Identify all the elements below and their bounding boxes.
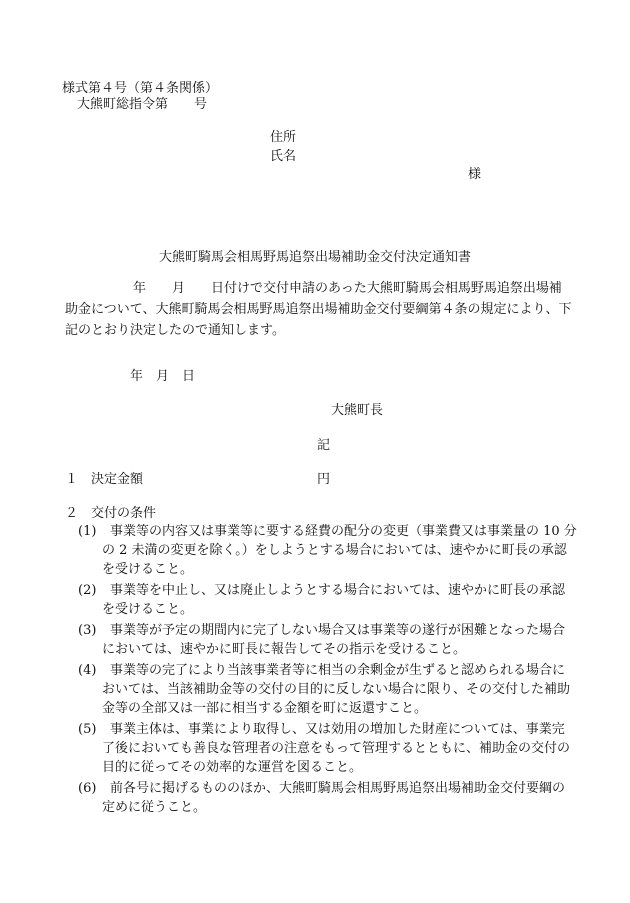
document-number: 大熊町総指令第 号 bbox=[77, 97, 208, 112]
condition-item bbox=[78, 581, 588, 619]
condition-number: (3) bbox=[78, 623, 97, 638]
amount-unit: 円 bbox=[317, 472, 331, 487]
condition-number: (5) bbox=[78, 722, 97, 737]
condition-line: 事業等の完了により当該事業者等に相当の余剰金が生ずると認められる場合に bbox=[110, 663, 566, 678]
condition-number: (6) bbox=[78, 781, 97, 796]
form-label: 様式第４号（第４条関係） bbox=[62, 81, 219, 96]
condition-line: おいては、当該補助金等の交付の目的に反しない場合に限り、その交付した補助 bbox=[102, 682, 571, 697]
condition-item bbox=[78, 779, 588, 817]
condition-line: 事業主体は、事業により取得し、又は効用の増加した財産については、事業完 bbox=[110, 722, 565, 737]
condition-line: 定めに従うこと。 bbox=[102, 800, 207, 815]
condition-line: においては、速やかに町長に報告してその指示を受けること。 bbox=[102, 642, 467, 657]
document-title: 大熊町騎馬会相馬野馬追祭出場補助金交付決定通知書 bbox=[158, 250, 471, 265]
ki-heading: 記 bbox=[317, 438, 331, 453]
item-decided-amount: １ 決定金額 bbox=[65, 472, 144, 487]
condition-line: 事業等が予定の期間内に完了しない場合又は事業等の遂行が困難となった場合 bbox=[110, 623, 566, 638]
condition-line: 金等の全部又は一部に相当する金額を町に返還すこと。 bbox=[102, 701, 428, 716]
condition-line: 目的に従ってその効率的な運営を図ること。 bbox=[102, 760, 363, 775]
condition-line: を受けること。 bbox=[102, 562, 194, 577]
body-line: 年 月 日付けで交付申請のあった大熊町騎馬会相馬野馬追祭出場補 bbox=[133, 281, 562, 296]
condition-item bbox=[78, 621, 588, 659]
body-line: 助金について、大熊町騎馬会相馬野馬追祭出場補助金交付要綱第４条の規定により、下 bbox=[65, 302, 572, 317]
body-line: 記のとおり決定したので通知します。 bbox=[65, 323, 285, 338]
condition-item bbox=[78, 661, 588, 718]
address-label: 住所 bbox=[270, 130, 297, 145]
signer: 大熊町長 bbox=[331, 403, 384, 418]
body-paragraph bbox=[65, 278, 585, 341]
condition-line: の 2 未満の変更を除く。）をしようとする場合においては、速やかに町長の承認 bbox=[102, 543, 567, 558]
condition-line: 事業等を中止し、又は廃止しようとする場合においては、速やかに町長の承認 bbox=[110, 583, 566, 598]
condition-number: (1) bbox=[78, 524, 97, 539]
name-label: 氏名 bbox=[270, 149, 297, 164]
condition-line: 事業等の内容又は事業等に要する経費の配分の変更（事業費又は事業量の 10 分 bbox=[110, 524, 577, 539]
honorific: 様 bbox=[468, 167, 482, 182]
item-conditions: ２ 交付の条件 bbox=[65, 506, 157, 521]
condition-item bbox=[78, 522, 588, 579]
condition-item bbox=[78, 720, 588, 777]
condition-line: を受けること。 bbox=[102, 602, 194, 617]
conditions-list bbox=[78, 522, 588, 819]
date-line: 年 月 日 bbox=[130, 369, 196, 384]
condition-number: (2) bbox=[78, 583, 97, 598]
condition-line: 了後においても善良な管理者の注意をもって管理するとともに、補助金の交付の bbox=[102, 741, 571, 756]
condition-line: 前各号に掲げるもののほか、大熊町騎馬会相馬野馬追祭出場補助金交付要綱の bbox=[110, 781, 566, 796]
condition-number: (4) bbox=[78, 663, 97, 678]
